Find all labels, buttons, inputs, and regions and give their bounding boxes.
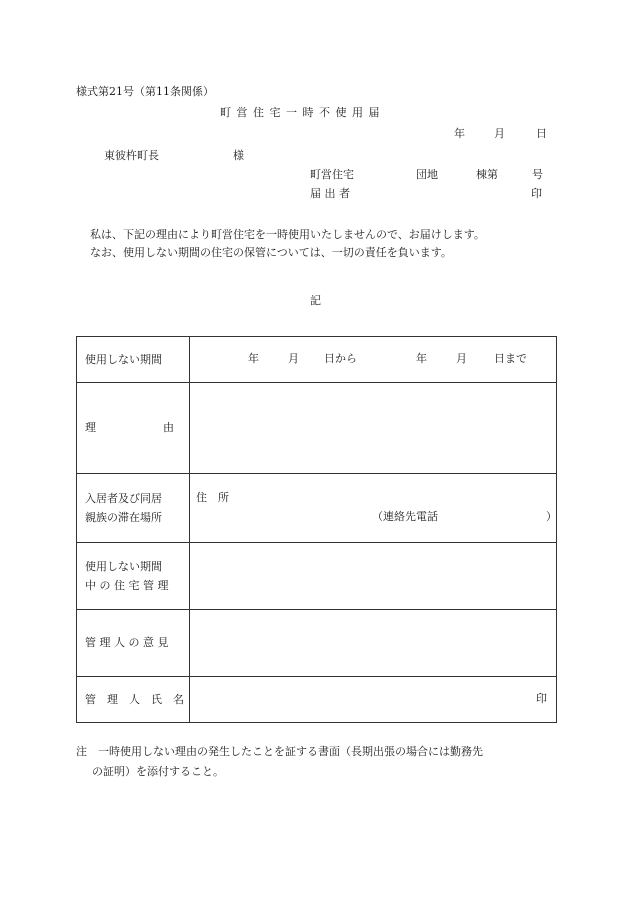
opinion-label: 管 理 人 の 意 見 <box>77 610 190 677</box>
manager-name-value-cell[interactable] <box>190 677 557 723</box>
note-line-2: の証明）を添付すること。 <box>92 765 224 778</box>
reason-label-left: 理 <box>85 421 96 434</box>
manager-name-seal: 印 <box>536 692 547 705</box>
reason-label-right: 由 <box>163 421 174 434</box>
notifier-seal: 印 <box>531 187 542 200</box>
row-reason <box>77 383 557 474</box>
body-line-2: なお、使用しない期間の住宅の保管については、一切の責任を負います。 <box>90 246 452 259</box>
row-residence <box>77 474 557 543</box>
building-label: 棟第 <box>476 168 498 181</box>
addressee-name: 東彼杵町長 <box>104 149 159 162</box>
period-year-2: 年 <box>416 352 427 365</box>
opinion-value-cell[interactable] <box>190 610 557 677</box>
date-day: 日 <box>536 127 547 140</box>
danchi-label: 団地 <box>416 168 438 181</box>
period-value-cell[interactable] <box>190 337 557 383</box>
residence-label-line-1: 入居者及び同居 <box>85 491 162 505</box>
housing-label: 町営住宅 <box>310 168 354 181</box>
form-number: 様式第21号（第11条関係） <box>76 85 214 98</box>
period-year-1: 年 <box>248 352 259 365</box>
row-management <box>77 543 557 610</box>
note-line-1: 注 一時使用しない理由の発生したことを証する書面（長期出張の場合には勤務先 <box>76 745 483 758</box>
manager-name-label: 管 理 人 氏 名 <box>77 677 190 723</box>
residence-label <box>77 474 190 543</box>
period-label: 使用しない期間 <box>77 337 190 383</box>
management-label <box>77 543 190 610</box>
residence-address-label: 住 所 <box>196 491 229 504</box>
date-year: 年 <box>454 127 465 140</box>
management-label-line-2: 中 の 住 宅 管 理 <box>85 578 169 592</box>
row-period <box>77 337 557 383</box>
management-value-cell[interactable] <box>190 543 557 610</box>
reason-label <box>77 383 190 474</box>
period-month-1: 月 <box>288 352 299 365</box>
residence-phone-close: ） <box>546 510 557 523</box>
row-opinion <box>77 610 557 677</box>
number-label: 号 <box>532 168 543 181</box>
residence-label-line-2: 親族の滞在場所 <box>85 510 162 524</box>
row-manager-name <box>77 677 557 723</box>
period-month-2: 月 <box>456 352 467 365</box>
residence-value-cell[interactable] <box>190 474 557 543</box>
date-month: 月 <box>494 127 505 140</box>
body-line-1: 私は、下記の理由により町営住宅を一時使用いたしませんので、お届けします。 <box>90 228 485 241</box>
reason-value-cell[interactable] <box>190 383 557 474</box>
ki-heading: 記 <box>310 294 321 307</box>
period-from: 日から <box>324 352 357 365</box>
period-until: 日まで <box>494 352 527 365</box>
document-title: 町 営 住 宅 一 時 不 使 用 届 <box>220 106 381 119</box>
notifier-label: 届 出 者 <box>310 187 350 200</box>
form-table <box>76 336 557 723</box>
management-label-line-1: 使用しない期間 <box>85 559 162 573</box>
residence-phone-label: （連絡先電話 <box>372 510 438 523</box>
addressee-honorific: 様 <box>233 149 244 162</box>
